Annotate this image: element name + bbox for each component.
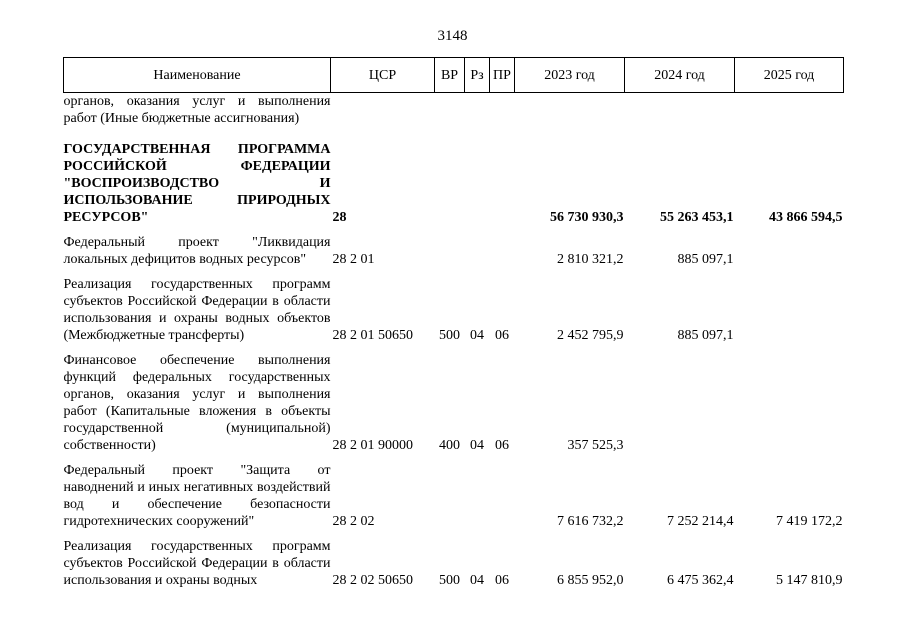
- row-vr: 400: [439, 438, 460, 453]
- row-2024: 885 097,1: [677, 328, 734, 343]
- header-vr: ВР: [435, 58, 465, 93]
- row-pr: 06: [495, 438, 509, 453]
- row-2024: 885 097,1: [677, 252, 734, 267]
- table-row: [64, 93, 844, 128]
- row-rz: 04: [470, 438, 484, 453]
- page-number: 3148: [437, 28, 468, 44]
- row-rz: [465, 462, 490, 530]
- row-csr: 28 2 02 50650: [332, 573, 413, 588]
- row-2023: 7 616 732,2: [557, 514, 624, 529]
- row-rz: [465, 93, 490, 128]
- row-2023: 2 452 795,9: [557, 328, 624, 343]
- row-2024: 7 252 214,4: [667, 514, 734, 529]
- header-name: Наименование: [64, 58, 331, 93]
- row-pr: [490, 93, 515, 128]
- row-pr: 06: [495, 573, 509, 588]
- header-rz: Рз: [465, 58, 490, 93]
- row-2025: [735, 276, 844, 344]
- row-rz: [465, 234, 490, 268]
- row-2025: 43 866 594,5: [769, 210, 843, 225]
- table-row: [64, 538, 844, 589]
- row-2023: [515, 93, 625, 128]
- header-2024: 2024 год: [625, 58, 735, 93]
- row-vr: [435, 462, 465, 530]
- row-pr: 06: [495, 328, 509, 343]
- row-vr: [435, 141, 465, 226]
- row-rz: 04: [470, 573, 484, 588]
- row-csr: 28 2 01: [332, 252, 375, 267]
- row-vr: 500: [439, 573, 460, 588]
- table-row: [64, 352, 844, 454]
- row-2024: [625, 93, 735, 128]
- row-2025: [735, 352, 844, 454]
- row-pr: [490, 234, 515, 268]
- row-2023: 357 525,3: [567, 438, 624, 453]
- row-2023: 6 855 952,0: [557, 573, 624, 588]
- table-row: [64, 462, 844, 530]
- row-pr: [490, 462, 515, 530]
- header-2023: 2023 год: [515, 58, 625, 93]
- table-row: [64, 234, 844, 268]
- row-pr: [490, 141, 515, 226]
- row-rz: [465, 141, 490, 226]
- header-2025: 2025 год: [735, 58, 844, 93]
- row-csr: 28 2 01 90000: [332, 438, 413, 453]
- header-csr: ЦСР: [331, 58, 435, 93]
- table-row: [64, 141, 844, 226]
- row-vr: [435, 93, 465, 128]
- table-row: [64, 276, 844, 344]
- row-2025: 7 419 172,2: [776, 514, 843, 529]
- row-2025: 5 147 810,9: [776, 573, 843, 588]
- row-csr: 28 2 01 50650: [332, 328, 413, 343]
- row-2025: [735, 234, 844, 268]
- row-2024: 55 263 453,1: [660, 210, 734, 225]
- row-2024: 6 475 362,4: [667, 573, 734, 588]
- row-name: Реализация государственных программ субъектов Российской Федерации в области использования и охраны водных: [63, 539, 331, 588]
- row-name: органов, оказания услуг и выполнения работ (Иные бюджетные ассигнования): [63, 94, 331, 126]
- row-vr: 500: [439, 328, 460, 343]
- row-csr: [331, 93, 435, 128]
- row-vr: [435, 234, 465, 268]
- row-name: Федеральный проект "Защита от наводнений и иных негативных воздействий вод и обеспечение безопасности гидротехнических сооружений": [63, 463, 331, 529]
- row-rz: 04: [470, 328, 484, 343]
- row-name: Реализация государственных программ субъектов Российской Федерации в области использования и охраны водных объектов (Межбюджетные трансферты): [63, 277, 331, 343]
- budget-table: [63, 57, 844, 589]
- header-pr: ПР: [490, 58, 515, 93]
- row-name: Федеральный проект "Ликвидация локальных дефицитов водных ресурсов": [63, 235, 331, 267]
- row-name: ГОСУДАРСТВЕННАЯ ПРОГРАММА РОССИЙСКОЙ ФЕДЕРАЦИИ "ВОСПРОИЗВОДСТВО И ИСПОЛЬЗОВАНИЕ ПРИРОДНЫХ РЕСУРСОВ": [63, 142, 331, 225]
- table-header-row: [64, 58, 844, 93]
- row-2023: 2 810 321,2: [557, 252, 624, 267]
- row-2024: [625, 352, 735, 454]
- row-2023: 56 730 930,3: [550, 210, 624, 225]
- row-2025: [735, 93, 844, 128]
- row-csr: 28 2 02: [332, 514, 375, 529]
- row-name: Финансовое обеспечение выполнения функций федеральных государственных органов, оказания услуг и выполнения работ (Капитальные вложения в объекты государственной (муниципальной) собственности): [63, 353, 331, 453]
- row-csr: 28: [332, 210, 347, 225]
